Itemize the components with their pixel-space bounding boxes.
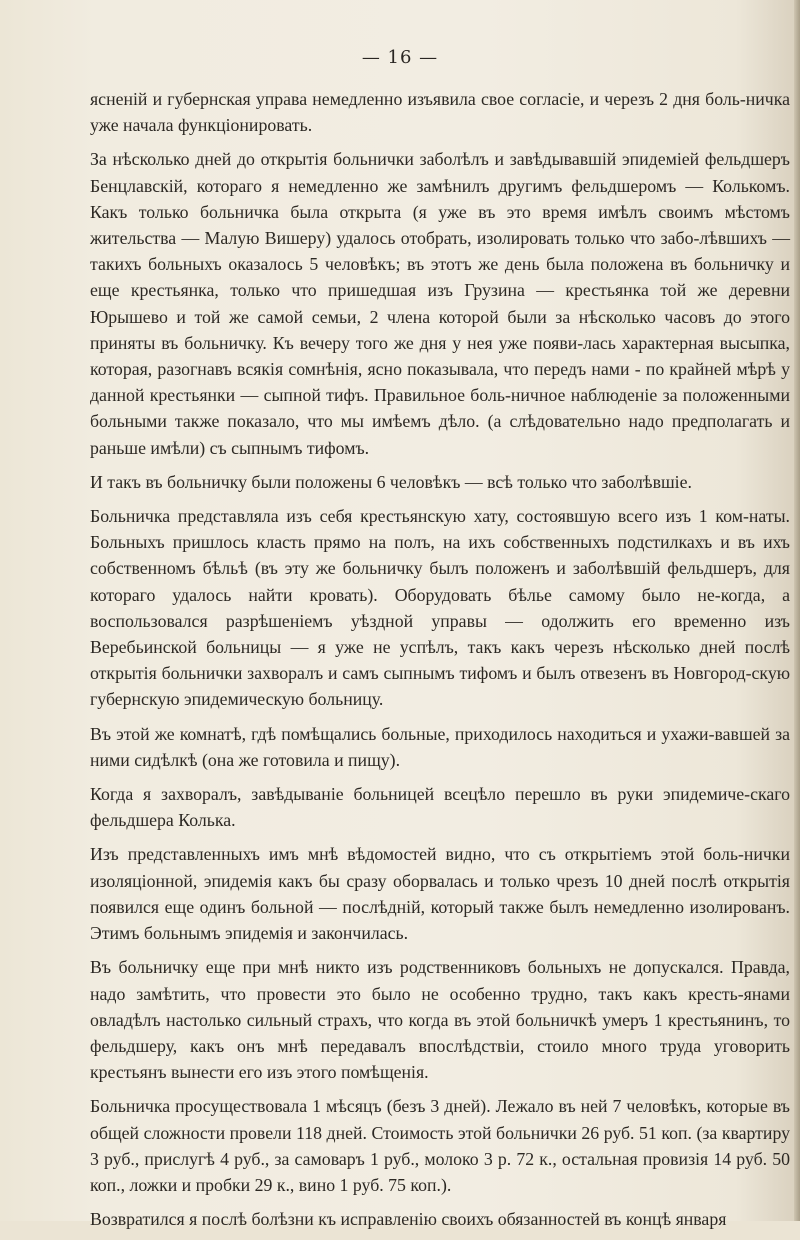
page-edge: [794, 0, 800, 1221]
paragraph-4: Больничка представляла изъ себя крестьянскую хату, состоявшую всего изъ 1 ком-наты. Больныхъ пришлось класть прямо на полъ, на ихъ собственныхъ подстилкахъ и въ ихъ собственномъ бѣльѣ (въ эту же больничку былъ положенъ и заболѣвшій фельдшеръ, для котораго удалось найти кровать). Оборудовать бѣлье самому было не-когда, а воспользовался разрѣшеніемъ уѣздной управы — одолжить его временно изъ Веребьинской больницы — я уже не успѣлъ, такъ какъ черезъ нѣсколько дней послѣ открытія больнички захворалъ и самъ сыпнымъ тифомъ и былъ отвезенъ въ Новгород-скую губернскую эпидемическую больницу.: [90, 506, 790, 710]
paragraph-6: Когда я захворалъ, завѣдываніе больницей всецѣло перешло въ руки эпидемиче-скаго фельдшера Колька.: [90, 784, 790, 831]
paragraph-10: Возвратился я послѣ болѣзни къ исправленію своихъ обязанностей въ концѣ января: [90, 1209, 727, 1230]
paragraph-9: Больничка просуществовала 1 мѣсяцъ (безъ 3 дней). Лежало въ ней 7 человѣкъ, которые въ общей сложности провели 118 дней. Стоимость этой больнички 26 руб. 51 коп. (за квартиру 3 руб., прислугѣ 4 руб., за самоваръ 1 руб., молоко 3 р. 72 к., остальная провизія 14 руб. 50 коп., ложки и пробки 29 к., вино 1 руб. 75 коп.).: [90, 1096, 790, 1195]
paragraph-8: Въ больничку еще при мнѣ никто изъ родственниковъ больныхъ не допускался. Правда, надо замѣтить, что провести это было не особенно трудно, такъ какъ кресть-янами овладѣлъ настолько сильный страхъ, что когда въ этой больничкѣ умеръ 1 крестьянинъ, то фельдшеру, какъ онъ мнѣ передавалъ впослѣдствіи, стоило много труда уговорить крестьянъ вынести его изъ этого помѣщенія.: [90, 957, 790, 1083]
body-text: [90, 86, 790, 1240]
paragraph-5: Въ этой же комнатѣ, гдѣ помѣщались больные, приходилось находиться и ухажи-вавшей за ними сидѣлкѣ (она же готовила и пищу).: [90, 723, 790, 770]
paragraph-3: И такъ въ больничку были положены 6 человѣкъ — всѣ только что заболѣвшіе.: [90, 471, 692, 492]
paragraph-1: ясненій и губернская управа немедленно изъявила свое согласіе, и черезъ 2 дня боль-ничка уже начала функціонировать.: [90, 89, 790, 136]
paragraph-7: Изъ представленныхъ имъ мнѣ вѣдомостей видно, что съ открытіемъ этой боль-нички изоляціонной, эпидемія какъ бы сразу оборвалась и только чрезъ 10 дней послѣ открытія появился еще одинъ больной — послѣдній, который также былъ немедленно изолированъ. Этимъ больнымъ эпидемія и закончилась.: [90, 844, 790, 944]
page-number: — 16 —: [361, 47, 439, 68]
paragraph-2: За нѣсколько дней до открытія больнички заболѣлъ и завѣдывавшій эпидеміей фельдшеръ Бенцлавскій, котораго я немедленно же замѣнилъ другимъ фельдшеромъ — Колькомъ. Какъ только больничка была открыта (я уже въ это время имѣлъ своимъ мѣстомъ жительства — Малую Вишеру) удалось отобрать, изолировать только что забо-лѣвшихъ — такихъ больныхъ оказалось 5 человѣкъ; въ этотъ же день была положена въ больничку и еще крестьянка, только что пришедшая изъ Грузина — крестьянка той же деревни Юрышево и той же самой семьи, 2 члена которой были за нѣсколько часовъ до этого приняты въ больничку. Къ вечеру того же дня у нея уже появи-лась характерная высыпка, которая, разогнавъ всякія сомнѣнія, ясно показывала, что передъ нами - по крайней мѣрѣ у данной крестьянки — сыпной тифъ. Правильное боль-ничное наблюденіе за положенными больными также показало, что мы имѣемъ дѣло. (а слѣдовательно надо предполагать и раньше имѣли) съ сыпнымъ тифомъ.: [90, 149, 790, 458]
